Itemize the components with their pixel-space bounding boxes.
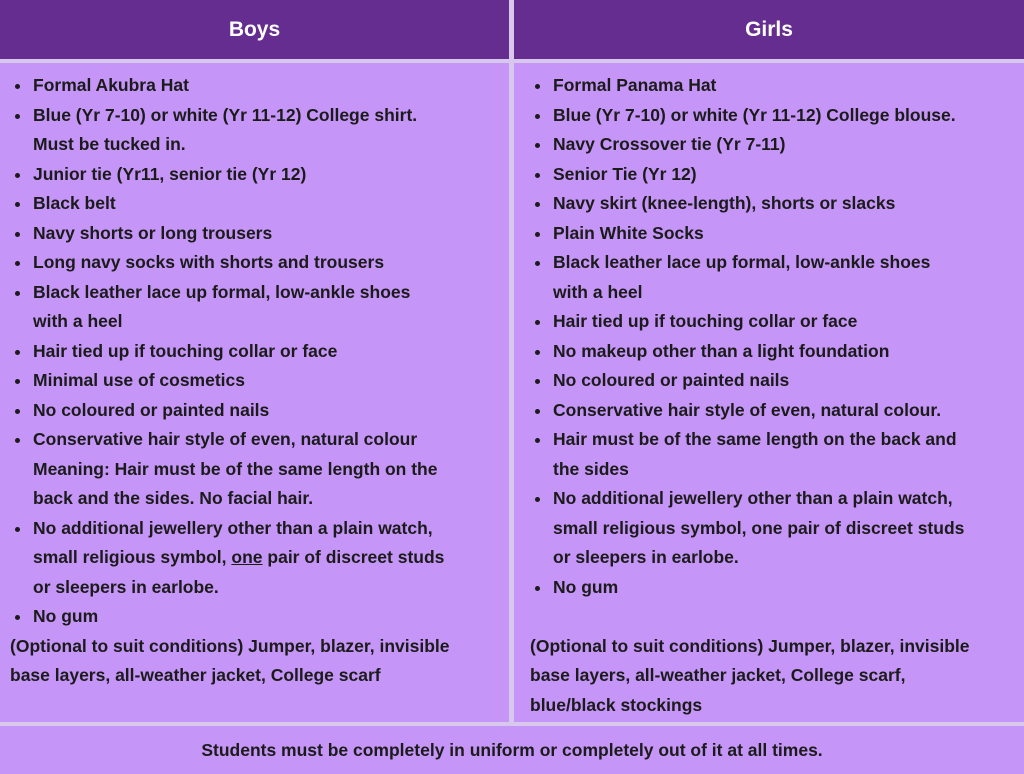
item-text: back and the sides. No facial hair. bbox=[33, 488, 314, 508]
item-text: Formal Akubra Hat bbox=[33, 75, 189, 95]
blank-line bbox=[530, 602, 1018, 632]
item-text: No gum bbox=[33, 606, 99, 626]
item-text: No additional jewellery other than a plain watch, bbox=[553, 488, 953, 508]
item-text: Plain White Socks bbox=[553, 222, 704, 243]
list-item bbox=[10, 71, 503, 101]
item-text: Black belt bbox=[33, 193, 116, 213]
list-item bbox=[10, 219, 503, 249]
item-text: Navy shorts or long trousers bbox=[33, 222, 273, 243]
list-item bbox=[530, 366, 1018, 396]
list-item bbox=[10, 189, 503, 219]
item-text: Minimal use of cosmetics bbox=[33, 370, 246, 390]
list-item bbox=[530, 160, 1018, 190]
item-text: with a heel bbox=[33, 311, 123, 331]
girls-column-header bbox=[514, 0, 1024, 59]
girls-optional-note bbox=[530, 632, 1018, 721]
list-item bbox=[530, 248, 1018, 307]
optional-text-line: (Optional to suit conditions) Jumper, blazer, invisible bbox=[10, 635, 450, 656]
optional-text-line: base layers, all-weather jacket, College scarf, bbox=[530, 665, 906, 685]
item-text: Meaning: Hair must be of the same length on the bbox=[33, 458, 438, 479]
boys-requirements-list bbox=[10, 71, 503, 632]
boys-requirements-cell bbox=[0, 63, 509, 722]
item-text: Blue (Yr 7-10) or white (Yr 11-12) College blouse. bbox=[553, 104, 956, 125]
item-text: Hair tied up if touching collar or face bbox=[33, 340, 338, 361]
list-item bbox=[530, 573, 1018, 603]
item-text: Senior Tie (Yr 12) bbox=[553, 163, 697, 184]
item-text: No coloured or painted nails bbox=[33, 399, 270, 420]
girls-requirements-list bbox=[530, 71, 1018, 602]
list-item bbox=[530, 337, 1018, 367]
optional-text-line: blue/black stockings bbox=[530, 694, 703, 715]
list-item bbox=[530, 396, 1018, 426]
item-text: Hair tied up if touching collar or face bbox=[553, 311, 858, 331]
optional-text-line: (Optional to suit conditions) Jumper, blazer, invisible bbox=[530, 635, 970, 656]
list-item bbox=[530, 71, 1018, 101]
boys-optional-note bbox=[10, 632, 503, 691]
item-text: Must be tucked in. bbox=[33, 134, 186, 154]
item-text: No additional jewellery other than a plain watch, bbox=[33, 517, 433, 538]
item-text: No makeup other than a light foundation bbox=[553, 340, 890, 361]
item-text: Conservative hair style of even, natural colour bbox=[33, 429, 418, 449]
list-item bbox=[10, 337, 503, 367]
list-item bbox=[530, 101, 1018, 131]
item-text: Long navy socks with shorts and trousers bbox=[33, 252, 385, 272]
item-text: Black leather lace up formal, low-ankle shoes bbox=[33, 281, 411, 302]
item-text: Black leather lace up formal, low-ankle shoes bbox=[553, 252, 931, 272]
item-text: Formal Panama Hat bbox=[553, 75, 717, 95]
list-item bbox=[10, 248, 503, 278]
item-text: No gum bbox=[553, 576, 619, 597]
girls-requirements-cell bbox=[514, 63, 1024, 722]
footer-note-cell bbox=[0, 726, 1024, 774]
boys-header-label: Boys bbox=[228, 17, 281, 41]
list-item bbox=[10, 101, 503, 160]
list-item bbox=[10, 396, 503, 426]
item-text: Blue (Yr 7-10) or white (Yr 11-12) College shirt. bbox=[33, 104, 418, 125]
list-item bbox=[530, 189, 1018, 219]
item-text: the sides bbox=[553, 458, 629, 479]
list-item bbox=[530, 484, 1018, 573]
item-text: Navy Crossover tie (Yr 7-11) bbox=[553, 134, 786, 154]
item-text: small religious symbol, one pair of discreet studs bbox=[553, 517, 965, 538]
list-item bbox=[10, 425, 503, 514]
item-text: No coloured or painted nails bbox=[553, 370, 790, 390]
list-item bbox=[530, 425, 1018, 484]
list-item bbox=[10, 514, 503, 603]
list-item bbox=[530, 219, 1018, 249]
list-item bbox=[10, 366, 503, 396]
underlined-word: one bbox=[231, 547, 263, 567]
list-item bbox=[10, 602, 503, 632]
girls-header-label: Girls bbox=[745, 17, 793, 41]
item-text: Navy skirt (knee-length), shorts or slacks bbox=[553, 193, 896, 213]
boys-column-header bbox=[0, 0, 509, 59]
item-text: or sleepers in earlobe. bbox=[553, 547, 739, 567]
footer-note: Students must be completely in uniform or completely out of it at all times. bbox=[201, 739, 823, 760]
text-fragment: pair of discreet studs bbox=[262, 547, 445, 567]
list-item bbox=[10, 278, 503, 337]
item-text: Conservative hair style of even, natural colour. bbox=[553, 399, 942, 420]
item-text: or sleepers in earlobe. bbox=[33, 576, 219, 597]
list-item bbox=[530, 307, 1018, 337]
list-item bbox=[530, 130, 1018, 160]
item-text bbox=[33, 543, 503, 573]
item-text: with a heel bbox=[553, 281, 643, 302]
list-item bbox=[10, 160, 503, 190]
optional-text-line: base layers, all-weather jacket, College scarf bbox=[10, 665, 381, 685]
item-text: Hair must be of the same length on the back and bbox=[553, 429, 957, 449]
item-text: Junior tie (Yr11, senior tie (Yr 12) bbox=[33, 163, 307, 184]
text-fragment: small religious symbol, bbox=[33, 547, 232, 567]
